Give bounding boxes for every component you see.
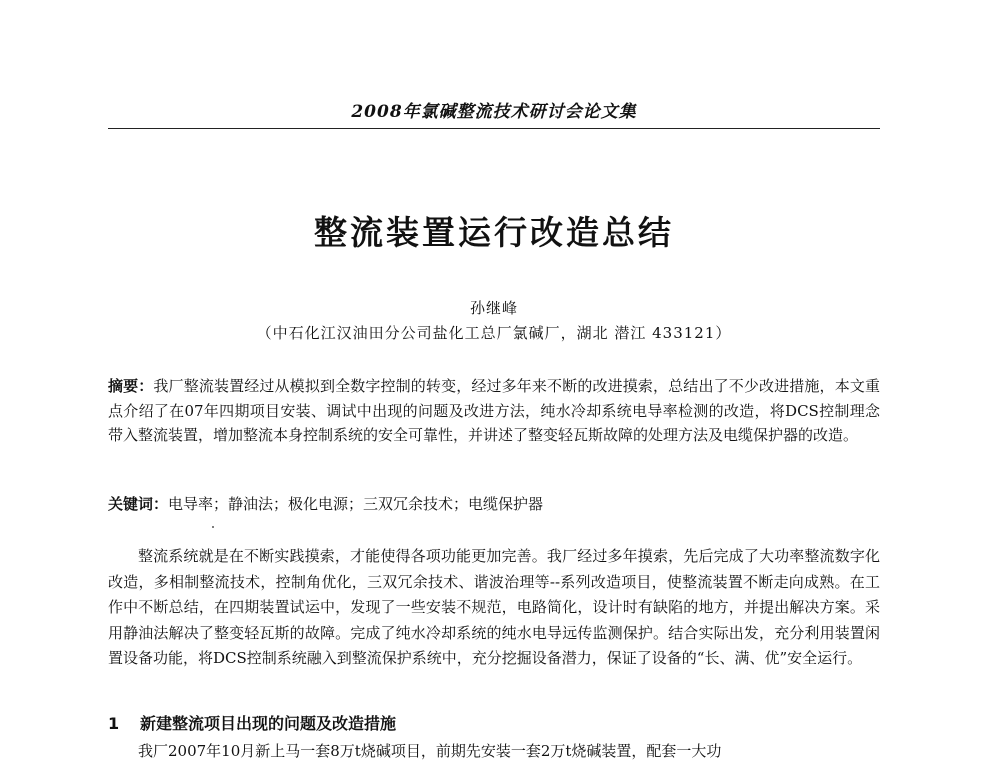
abstract-text: 我厂整流装置经过从模拟到全数字控制的转变，经过多年来不断的改进摸索，总结出了不少改进措施，本文重点介绍了在07年四期项目安装、调试中出现的问题及改进方法，纯水冷却系统电导率检测的改造，将DCS控制理念带入整流装置，增加整流本身控制系统的安全可靠性，并讲述了整变轻瓦斯故障的处理方法及电缆保护器的改造。: [108, 377, 880, 444]
author-name: 孙继峰: [469, 299, 518, 317]
paper-title: 整流装置运行改造总结: [314, 213, 674, 252]
keywords: [108, 492, 880, 516]
running-header: 2008年氯碱整流技术研讨会论文集: [351, 102, 637, 122]
abstract-label: 摘要：: [108, 377, 154, 395]
section-title: 新建整流项目出现的问题及改造措施: [140, 714, 397, 733]
keywords-label: 关键词：: [108, 495, 169, 513]
intro-paragraph: 整流系统就是在不断实践摸索，才能使得各项功能更加完善。我厂经过多年摸索，先后完成了大功率整流数字化改造，多相制整流技术，控制角优化，三双冗余技术、谐波治理等--系列改造项目，使整流装置不断走向成熟。在工作中不断总结，在四期装置试运中，发现了一些安装不规范，电路简化，设计时有缺陷的地方，并提出解决方案。采用静油法解决了整变轻瓦斯的故障。完成了纯水冷却系统的纯水电导远传监测保护。结合实际出发，充分利用装置闲置设备功能，将DCS控制系统融入到整流保护系统中，充分挖掘设备潜力，保证了设备的“长、满、优”安全运行。: [108, 547, 880, 668]
section-heading: [108, 712, 880, 736]
header-rule: [108, 128, 880, 129]
stray-mark: [212, 526, 214, 528]
section-number: 1: [108, 714, 120, 733]
abstract: [108, 374, 880, 448]
author-affiliation: （中石化江汉油田分公司盐化工总厂氯碱厂，湖北 潜江 433121）: [256, 324, 732, 342]
keywords-text: 电导率；静油法；极化电源；三双冗余技术；电缆保护器: [168, 495, 544, 513]
section-first-line: 我厂2007年10月新上马一套8万t烧碱项目，前期先安装一套2万t烧碱装置，配套一大功: [138, 742, 722, 760]
